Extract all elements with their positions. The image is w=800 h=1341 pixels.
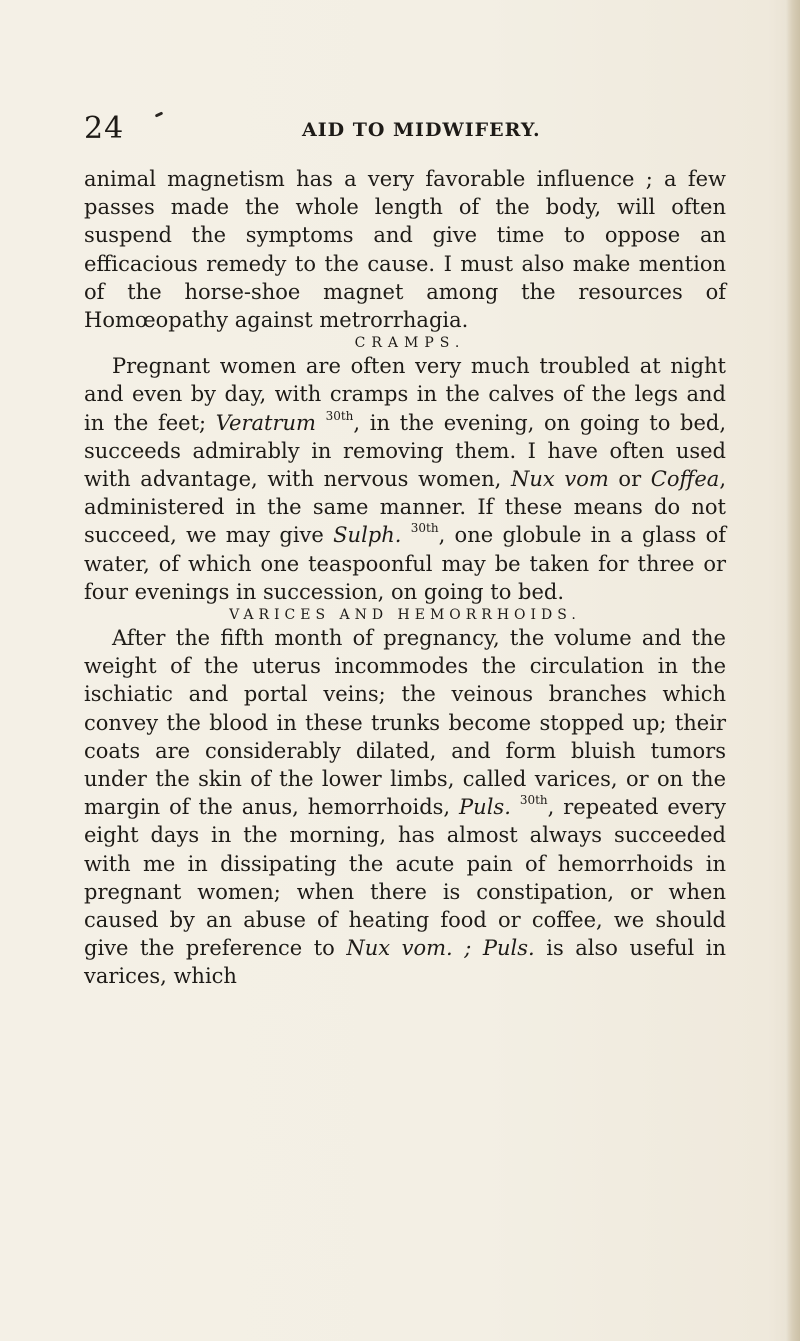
remedy-nux-vom: Nux vom [510,467,609,492]
remedy-nux-vom-2: Nux vom. ; [346,936,472,961]
potency-veratrum: 30th [325,408,354,423]
page-edge-shadow [786,0,800,1341]
potency-sulph: 30th [410,521,439,536]
page-number: 24 [84,111,125,146]
remedy-puls: Puls. [459,795,511,820]
body-text [84,165,726,991]
remedy-coffea: Coffea [650,467,720,492]
section-heading-cramps: CRAMPS. [354,335,466,352]
paragraph-magnetism: animal magnetism has a very favorable influence ; a few passes made the whole length of the body, will often suspend the symptoms and give time to oppose an efficacious remedy to the cause. I must also make mention of the horse-shoe magnet among the resources of Homœopathy against metrorrhagia. [84,167,726,333]
paragraph-cramps: Pregnant women are often very much troubled at night and even by day, with cramps in the calves of the legs and in the feet; Veratrum $^{30th}$, in the evening, on going to bed, succeeds admirably in removing them. I have often used with advantage, with nervous women, Nux vom or Coffea, administered in the same manner. If these means do not succeed, we may give Sulph. $^{30th}$, one globule in a glass of water, of which one teaspoonful may be taken for three or four evenings in succession, on going to bed. [84,354,726,604]
running-head: AID TO MIDWIFERY. [302,119,541,141]
remedy-veratrum: Veratrum [215,410,316,435]
potency-puls: 30th [519,793,548,808]
remedy-sulph: Sulph. [333,523,402,548]
section-heading-varices: VARICES AND HEMORRHOIDS. [229,607,581,624]
page-header [84,112,724,146]
remedy-puls-2: Puls. [482,936,535,961]
paragraph-varices: After the fifth month of pregnancy, the volume and the weight of the uterus incommodes the circulation in the ischiatic and portal veins; the veinous branches which convey the blood in these trunks become stopped up; their coats are considerably dilated, and form bluish tumors under the skin of the lower limbs, called varices, or on the margin of the anus, hemorrhoids, Puls. $^{30th}$, repeated every eight days in the morning, has almost always succeeded with me in dissipating the acute pain of hemorrhoids in pregnant women; when there is constipation, or when caused by an abuse of heating food or coffee, we should give the preference to Nux vom. ; Puls. is also useful in varices, which [84,626,726,989]
